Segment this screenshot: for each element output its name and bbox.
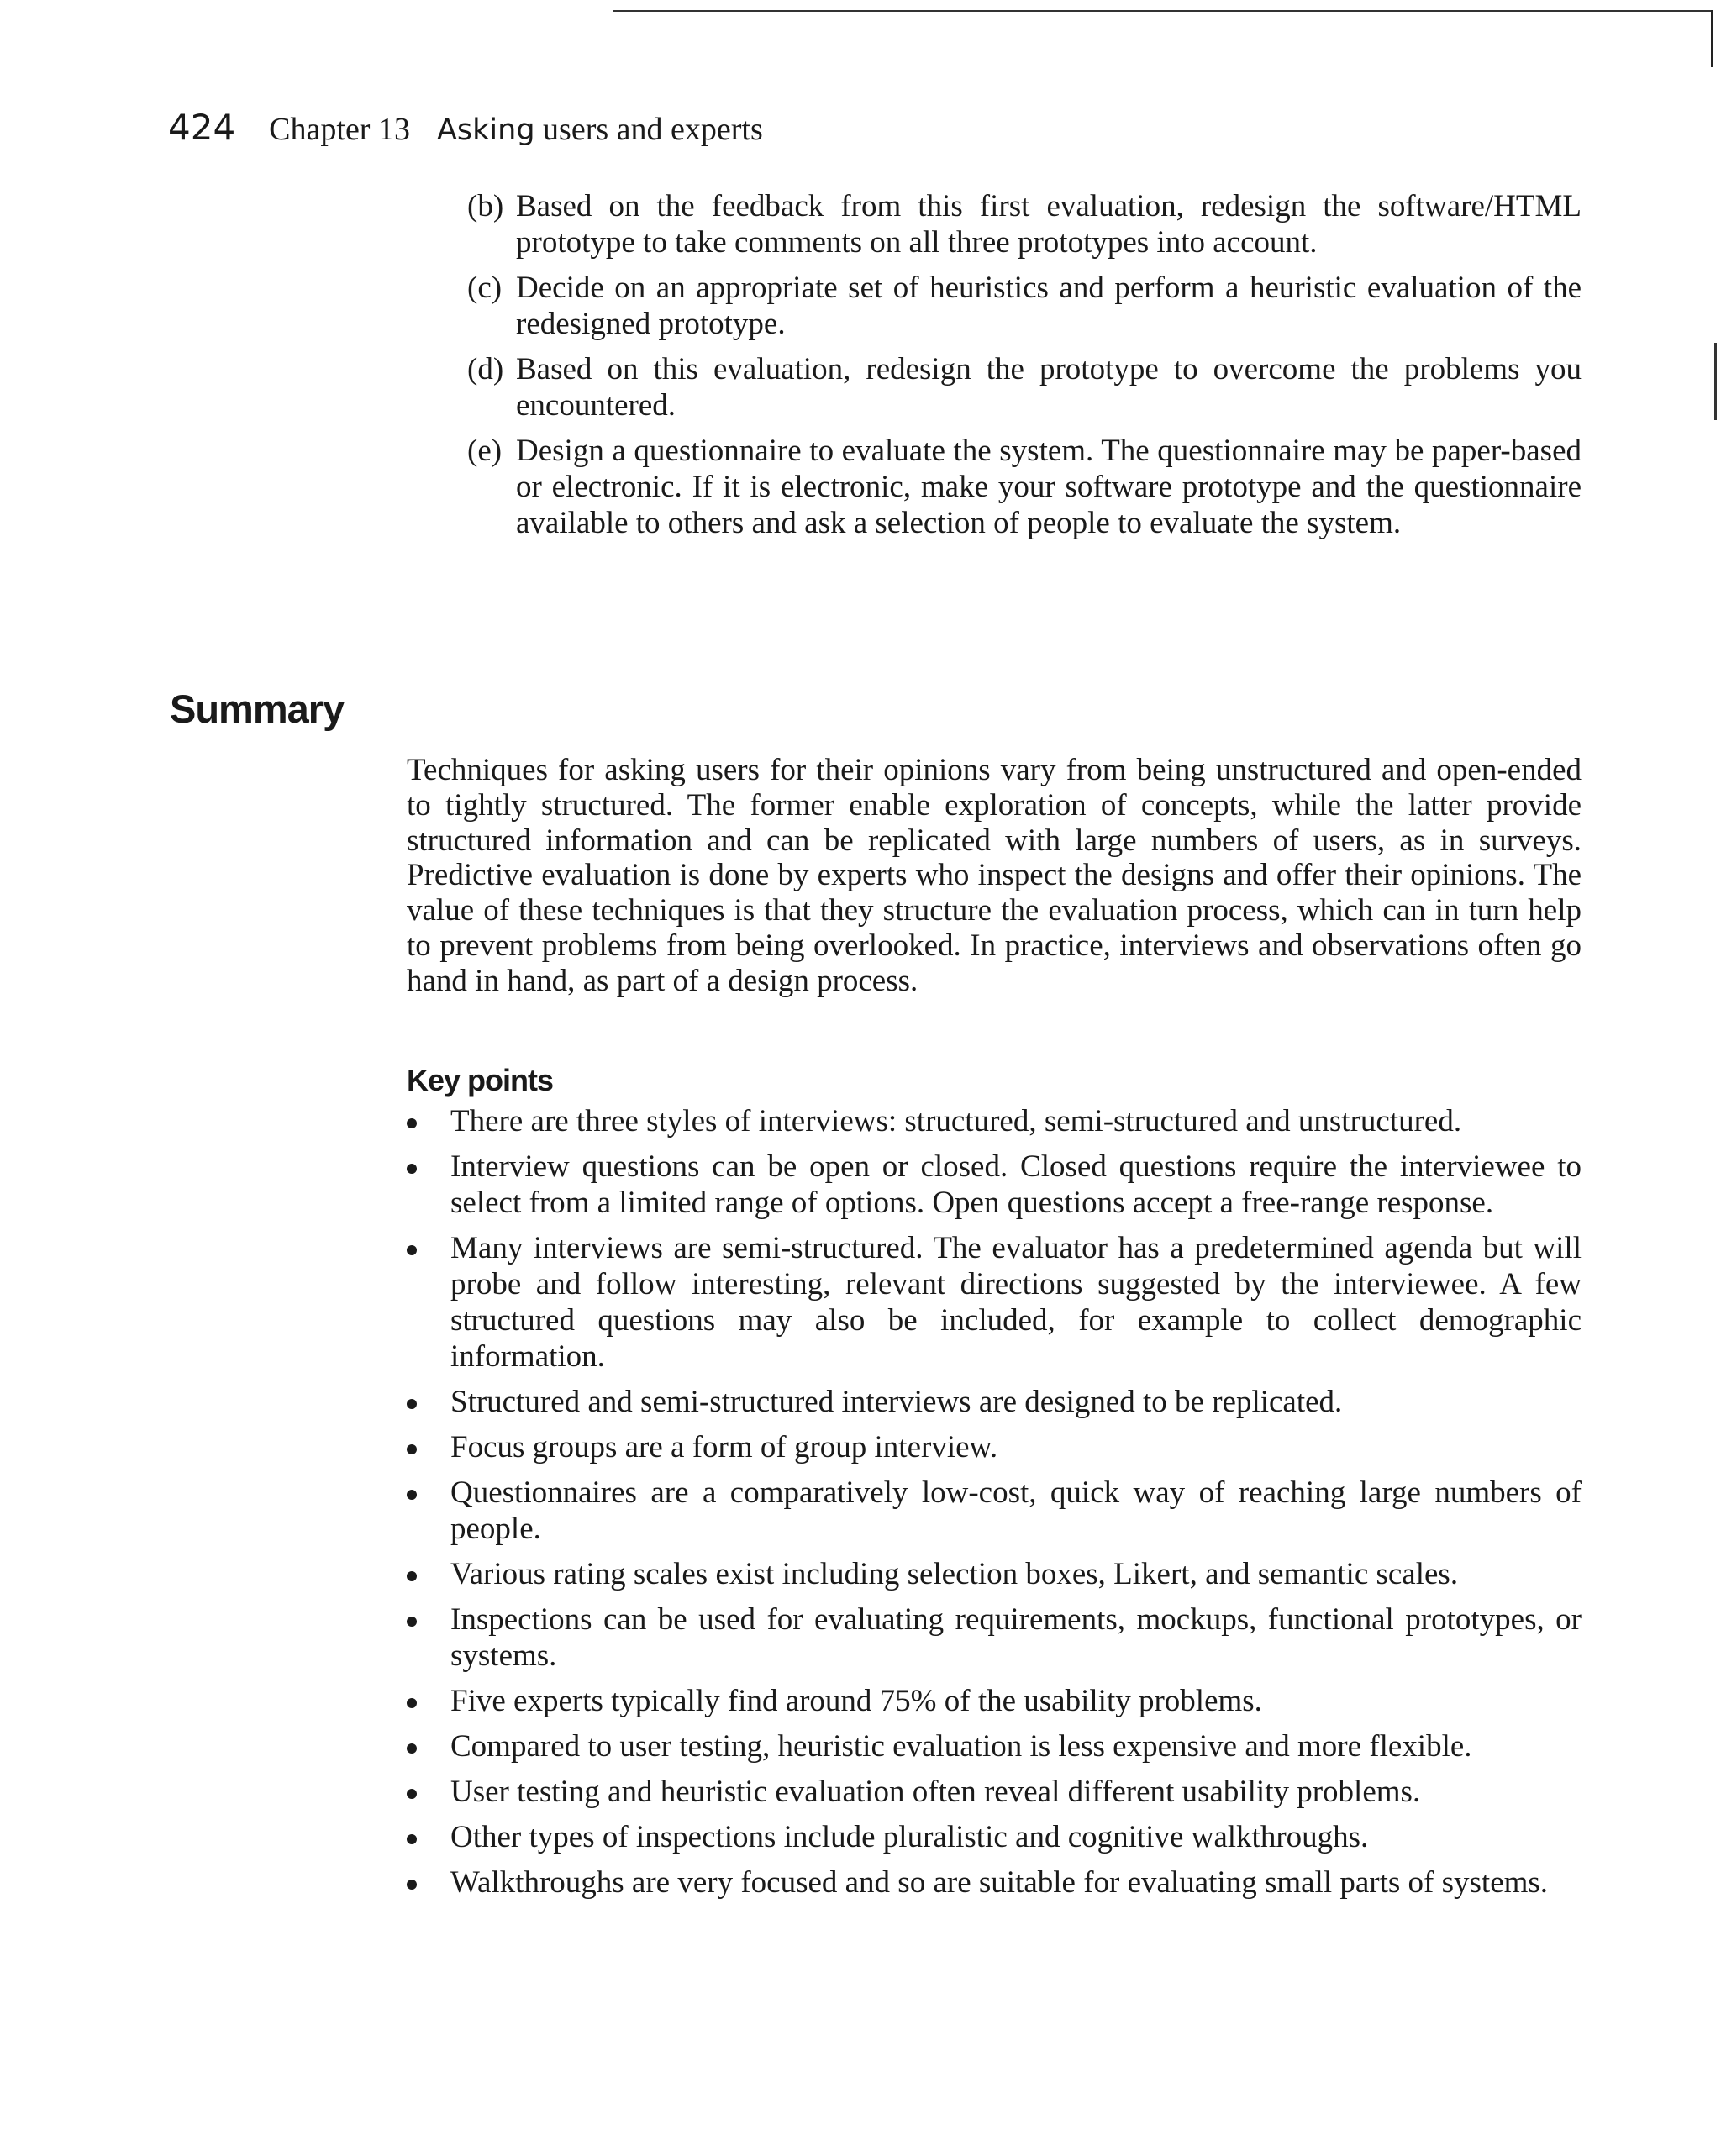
chapter-title-first-word: Asking [436, 113, 535, 147]
exercise-item [467, 351, 1582, 423]
key-point-item [407, 1683, 1582, 1719]
key-point-text: Many interviews are semi-structured. The evaluator has a predetermined agenda but will probe and follow interesting, relevant directions suggested by the interviewee. A few structured questions may also be included, for example to collect demographic information. [450, 1231, 1582, 1374]
key-point-text: User testing and heuristic evaluation often reveal different usability problems. [450, 1775, 1421, 1809]
exercise-item-text: Design a questionnaire to evaluate the system. The questionnaire may be paper-based or electronic. If it is electronic, make your software prototype and the questionnaire available to others and ask a selection of people to evaluate the system. [516, 434, 1582, 540]
key-point-text: Interview questions can be open or closed. Closed questions require the interviewee to select from a limited range of options. Open questions accept a free-range response. [450, 1149, 1582, 1220]
chapter-label: Chapter 13 [269, 112, 410, 147]
key-point-text: There are three styles of interviews: structured, semi-structured and unstructured. [450, 1104, 1462, 1138]
exercise-subitems [467, 188, 1582, 550]
key-point-item [407, 1429, 1582, 1465]
key-point-item [407, 1556, 1582, 1592]
bullet-icon [407, 1834, 417, 1844]
bullet-icon [407, 1743, 417, 1754]
key-point-item [407, 1819, 1582, 1855]
bullet-icon [407, 1571, 417, 1581]
exercise-item-text: Decide on an appropriate set of heuristics and perform a heuristic evaluation of the redesigned prototype. [516, 271, 1582, 341]
summary-heading: Summary [170, 686, 345, 731]
key-point-text: Other types of inspections include pluralistic and cognitive walkthroughs. [450, 1820, 1369, 1854]
key-points-list [407, 1103, 1582, 1910]
key-point-item [407, 1774, 1582, 1810]
key-point-text: Structured and semi-structured interviews are designed to be replicated. [450, 1385, 1343, 1419]
key-point-item [407, 1149, 1582, 1221]
bullet-icon [407, 1698, 417, 1708]
key-point-text: Compared to user testing, heuristic evaluation is less expensive and more flexible. [450, 1729, 1472, 1764]
exercise-item-marker: (d) [467, 352, 504, 387]
bullet-icon [407, 1490, 417, 1500]
key-point-item [407, 1384, 1582, 1420]
key-point-text: Focus groups are a form of group interview. [450, 1430, 998, 1465]
corner-mark [1711, 10, 1713, 67]
key-point-text: Various rating scales exist including selection boxes, Likert, and semantic scales. [450, 1557, 1459, 1591]
exercise-item-marker: (c) [467, 271, 503, 305]
key-point-item [407, 1728, 1582, 1764]
key-point-text: Inspections can be used for evaluating requirements, mockups, functional prototypes, or systems. [450, 1602, 1582, 1673]
key-point-item [407, 1864, 1582, 1901]
chapter-title [437, 112, 763, 147]
key-point-item [407, 1475, 1582, 1547]
chapter-title-rest: users and experts [543, 112, 763, 147]
page-number: 424 [168, 107, 236, 148]
bullet-icon [407, 1118, 417, 1128]
exercise-item-marker: (b) [467, 189, 504, 223]
running-head [168, 106, 763, 158]
key-point-text: Questionnaires are a comparatively low-cost, quick way of reaching large numbers of people. [450, 1475, 1582, 1546]
bullet-icon [407, 1789, 417, 1799]
key-point-text: Walkthroughs are very focused and so are suitable for evaluating small parts of systems. [450, 1865, 1549, 1900]
key-point-item [407, 1103, 1582, 1139]
key-point-text: Five experts typically find around 75% of the usability problems. [450, 1684, 1262, 1718]
exercise-item [467, 433, 1582, 541]
top-rule [613, 10, 1713, 12]
bullet-icon [407, 1444, 417, 1454]
key-point-item [407, 1601, 1582, 1674]
key-points-heading: Key points [407, 1063, 554, 1097]
bullet-icon [407, 1880, 417, 1890]
exercise-item [467, 270, 1582, 342]
bullet-icon [407, 1245, 417, 1255]
exercise-item-text: Based on this evaluation, redesign the prototype to overcome the problems you encountered. [516, 352, 1582, 423]
exercise-item-marker: (e) [467, 434, 503, 468]
exercise-item-text: Based on the feedback from this first evaluation, redesign the software/HTML prototype to take comments on all three prototypes into account. [516, 189, 1582, 260]
bullet-icon [407, 1399, 417, 1409]
key-point-item [407, 1230, 1582, 1375]
bullet-icon [407, 1617, 417, 1627]
summary-paragraph: Techniques for asking users for their opinions vary from being unstructured and open-ended to tightly structured. The former enable exploration of concepts, while the latter provide structured information and can be replicated with large numbers of users, as in surveys. Predictive evaluation is done by experts who inspect the designs and offer their opinions. The value of these techniques is that they structure the evaluation process, which can in turn help to prevent problems from being overlooked. In practice, interviews and observations often go hand in hand, as part of a design process. [407, 753, 1582, 998]
margin-change-bar [1714, 343, 1717, 420]
bullet-icon [407, 1164, 417, 1174]
exercise-item [467, 188, 1582, 260]
